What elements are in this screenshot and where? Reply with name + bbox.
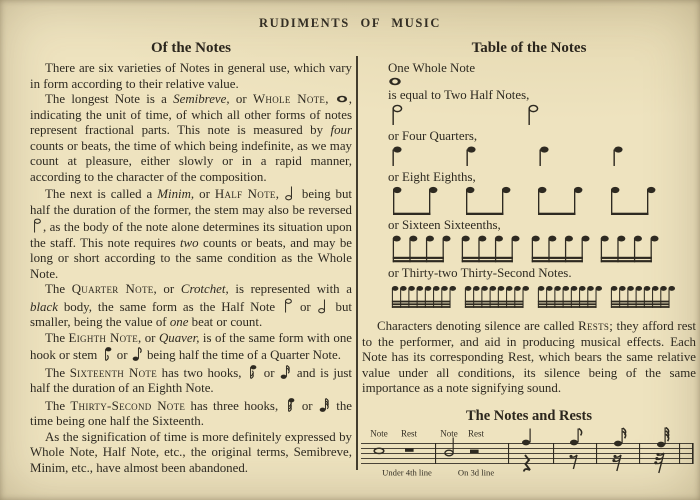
svg-text:Note: Note — [440, 428, 458, 438]
half-note-icon — [282, 298, 293, 314]
eighth-down-glyph — [101, 348, 114, 362]
half-note-icon — [285, 185, 296, 201]
table-row-label: or Four Quarters, — [388, 129, 478, 143]
rests-text — [362, 319, 696, 397]
page-header: RUDIMENTS OF MUSIC — [258, 16, 441, 30]
paragraph: There are six varieties of Notes in general use, which vary in form according to their relative value. — [30, 61, 352, 91]
notes-and-rests-title: The Notes and Rests — [465, 407, 593, 424]
paragraph: The Quarter Note, or Crotchet, is represented with a black body, the same form as the Half Note or but smaller, being the value of one beat or count. — [30, 282, 352, 329]
half-up-glyph — [284, 187, 297, 201]
table-row-notes — [388, 234, 665, 264]
column-divider — [356, 56, 358, 470]
right-column — [362, 40, 696, 496]
beamed-note-group — [606, 186, 662, 216]
whole-note-icon — [336, 95, 348, 103]
svg-text:Note: Note — [370, 428, 388, 438]
half-note-icon — [524, 104, 540, 127]
beamed-note-group — [534, 282, 607, 312]
thirtysecond-up-glyph — [318, 399, 331, 413]
staff — [359, 427, 695, 491]
beamed-note-group — [388, 282, 461, 312]
paragraph: The next is called a Minim, or Half Note, being but half the duration of the former, the stem may also be reversed , as the body of the note alone determines its situation upon the staff. This note requires two counts or beats, and may be long or short according to the same condition as the Whole Note. — [30, 187, 352, 281]
table-row-notes — [388, 77, 404, 86]
paragraph: Characters denoting silence are called Rests; they afford rest to the performer, and aid in producing musical effects. Each Note has its corresponding Rest, which bears the same relative value under all conditions, its silence being of the same importance as a note signifying sound. — [362, 319, 697, 395]
thirtysecond-note-icon — [285, 397, 296, 413]
half-note-icon — [318, 298, 329, 314]
table-row-notes — [388, 104, 540, 127]
paragraph: The Eighth Note, or Quaver, is of the same form with one hook or stem or being half the time of a Quarter Note. — [30, 330, 353, 362]
of-the-notes-text — [30, 61, 352, 476]
half-down-glyph — [30, 220, 43, 234]
quarter-note-icon — [609, 145, 625, 168]
half-down-glyph — [281, 300, 294, 314]
beamed-note-group — [388, 234, 457, 264]
whole-note-icon — [388, 77, 402, 86]
quarter-note-icon — [388, 145, 404, 168]
eighth-up-glyph — [131, 348, 144, 362]
paragraph: The Sixteenth Note has two hooks, or and is just half the duration of an Eighth Note. — [30, 365, 352, 395]
table-row-label: or Sixteen Sixteenths, — [388, 218, 501, 232]
paragraph: The longest Note is a Semibreve, or Whole Note, , indicating the unit of time, of which all other forms of notes represent fractional parts. This note is measured by four counts or beats, the time of which being indefinite, as we may count at pleasure, either slowly or in a rapid manner, according to the character of the composition. — [30, 92, 352, 184]
table-row-label: One Whole Note — [388, 61, 476, 75]
beamed-note-group — [457, 234, 526, 264]
svg-text:Under 4th line: Under 4th line — [382, 467, 432, 477]
left-column-title: Of the Notes — [151, 40, 231, 56]
quarter-note-icon — [535, 145, 551, 168]
sixteenth-up-glyph — [279, 366, 292, 380]
svg-text:Rest: Rest — [467, 428, 485, 438]
table-row-label: is equal to Two Half Notes, — [388, 88, 530, 102]
table-of-notes — [362, 61, 696, 312]
quarter-note-icon — [462, 145, 478, 168]
right-column-title: Table of the Notes — [471, 40, 587, 56]
table-row-notes — [388, 282, 680, 312]
half-up-glyph — [317, 300, 330, 314]
thirtysecond-note-icon — [319, 397, 330, 413]
table-row-notes — [388, 186, 662, 216]
svg-text:Rest: Rest — [400, 428, 418, 438]
sixteenth-down-glyph — [246, 366, 259, 380]
half-note-icon — [31, 218, 42, 234]
staff-diagram — [359, 427, 696, 496]
beamed-note-group — [607, 282, 680, 312]
beamed-note-group — [533, 186, 589, 216]
half-note-icon — [388, 104, 404, 127]
paragraph: As the signification of time is more definitely expressed by Whole Note, Half Note, etc., the original terms, Semibreve, Minim, etc., have almost been abandoned. — [30, 429, 352, 475]
left-column — [30, 40, 352, 476]
paragraph: The Thirty-Second Note has three hooks, or the time being one half the Sixteenth. — [30, 398, 352, 428]
beamed-note-group — [461, 282, 534, 312]
sixteenth-note-icon — [280, 364, 291, 380]
svg-text:On 3d line: On 3d line — [457, 467, 495, 477]
thirtysecond-down-glyph — [284, 399, 297, 413]
beamed-note-group — [596, 234, 665, 264]
whole-glyph — [335, 92, 349, 106]
table-row-label: or Thirty-two Thirty-Second Notes. — [388, 266, 572, 280]
eighth-note-icon — [132, 346, 143, 362]
beamed-note-group — [388, 186, 444, 216]
beamed-note-group — [461, 186, 517, 216]
table-row-notes — [388, 145, 625, 168]
beamed-note-group — [527, 234, 596, 264]
eighth-note-icon — [102, 346, 113, 362]
sixteenth-note-icon — [247, 364, 258, 380]
table-row-label: or Eight Eighths, — [388, 170, 476, 184]
